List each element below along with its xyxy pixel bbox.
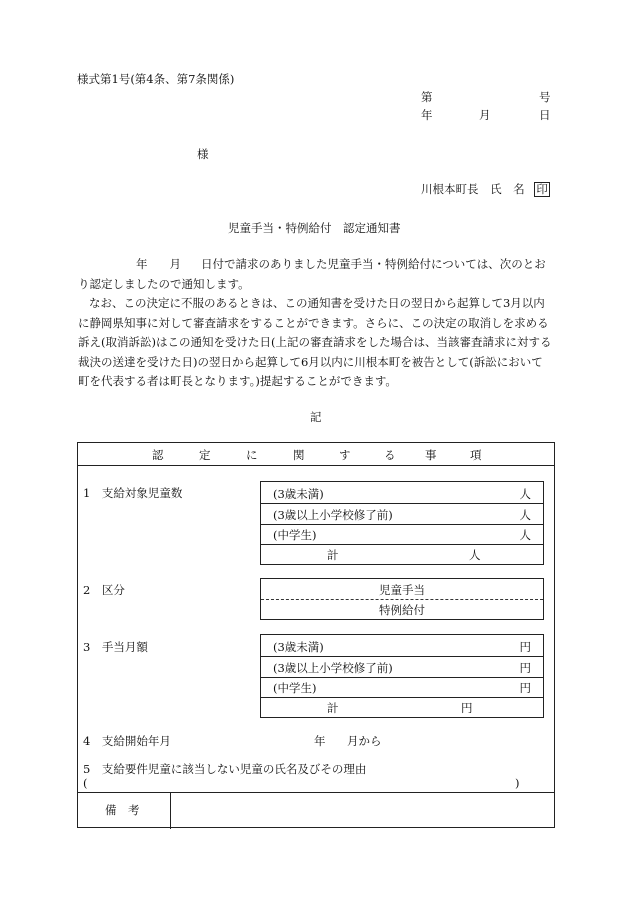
item4-month-from: 月から xyxy=(347,734,382,748)
item3-row-unit: 円 xyxy=(519,681,531,695)
date-year: 年 xyxy=(421,108,433,122)
item3-total-label: 計 xyxy=(327,701,339,715)
item3-row-unit: 円 xyxy=(519,661,531,675)
heading-char: 事 xyxy=(425,448,437,462)
item2-label: 2 区分 xyxy=(83,583,125,597)
item3-row-unit: 円 xyxy=(519,640,531,654)
remarks-label-cell xyxy=(78,792,171,829)
issuer-block xyxy=(421,181,550,197)
item1-row-divider xyxy=(261,503,543,504)
heading-char: る xyxy=(384,448,396,462)
date-month: 月 xyxy=(479,108,491,122)
item1-row-label: (3歳未満) xyxy=(273,487,324,501)
item1-total-label: 計 xyxy=(327,548,339,562)
item5-close-paren: ) xyxy=(515,776,520,790)
body-paragraph-2: なお、この決定に不服のあるときは、この通知書を受けた日の翌日から起算して3月以内に静岡県知事に対して審査請求をすることができます。さらに、この決定の取消しを求める訴え(取消訴訟)はこの通知を受けた日(上記の審査請求をした場合は、当該審査請求に対する裁決の送達を受けた日)の翌日から起算して6月以内に川根本町を被告として(訴訟において町を代表する者は町長となります。)提起することができます。 xyxy=(78,296,552,388)
item3-row-divider xyxy=(261,677,543,678)
doc-number-prefix: 第 xyxy=(421,90,433,104)
item3-row-label: (3歳以上小学校修了前) xyxy=(273,661,393,675)
item5-open-paren: ( xyxy=(83,776,88,790)
item3-row-label: (中学生) xyxy=(273,681,317,695)
item5-label: 5 支給要件児童に該当しない児童の氏名及びその理由 xyxy=(83,762,367,776)
heading-char: 認 xyxy=(152,448,164,462)
item1-box xyxy=(260,481,544,565)
paragraph1-year: 年 xyxy=(136,257,148,271)
name-label: 氏 名 xyxy=(490,182,525,196)
item4-year: 年 xyxy=(314,734,326,748)
item1-row-unit: 人 xyxy=(519,508,531,522)
doc-number-suffix: 号 xyxy=(539,90,551,104)
certification-table xyxy=(77,442,555,828)
heading-char: 定 xyxy=(199,448,211,462)
heading-char: 項 xyxy=(470,448,482,462)
date-day: 日 xyxy=(539,108,551,122)
item1-row-divider xyxy=(261,544,543,545)
item3-box xyxy=(260,634,544,718)
item1-total-unit: 人 xyxy=(469,548,481,562)
item1-row-divider xyxy=(261,524,543,525)
heading-char: 関 xyxy=(293,448,305,462)
form-number: 様式第1号(第4条、第7条関係) xyxy=(77,72,235,86)
ki-mark: 記 xyxy=(310,410,322,424)
remarks-label: 備 考 xyxy=(105,803,140,817)
item1-label: 1 支給対象児童数 xyxy=(83,486,183,500)
category-option: 特例給付 xyxy=(379,603,425,617)
category-option: 児童手当 xyxy=(379,583,425,597)
item1-row-label: (3歳以上小学校修了前) xyxy=(273,508,393,522)
recipient-suffix: 様 xyxy=(197,147,209,161)
heading-char: す xyxy=(339,448,351,462)
issuer-name: 川根本町長 xyxy=(421,182,479,196)
item2-box xyxy=(260,578,544,620)
heading-divider xyxy=(78,465,554,466)
document-title: 児童手当・特例給付 認定通知書 xyxy=(228,221,401,235)
item3-row-divider xyxy=(261,656,543,657)
remarks-field[interactable] xyxy=(171,792,554,827)
item3-row-label: (3歳未満) xyxy=(273,640,324,654)
item3-label: 3 手当月額 xyxy=(83,640,148,654)
seal-mark: 印 xyxy=(536,182,548,196)
item1-row-unit: 人 xyxy=(519,487,531,501)
item1-row-label: (中学生) xyxy=(273,528,317,542)
paragraph1-month: 月 xyxy=(169,257,181,271)
item3-row-divider xyxy=(261,697,543,698)
category-divider xyxy=(261,599,543,600)
item1-row-unit: 人 xyxy=(519,528,531,542)
item4-label: 4 支給開始年月 xyxy=(83,734,171,748)
item3-total-unit: 円 xyxy=(461,701,473,715)
heading-char: に xyxy=(246,448,258,462)
table-heading xyxy=(78,447,556,463)
body-paragraph-1 xyxy=(78,255,553,294)
paragraph1-text: 日付で請求のありました児童手当・特例給付については、次のとおり認定しましたので通知します。 xyxy=(78,257,546,291)
